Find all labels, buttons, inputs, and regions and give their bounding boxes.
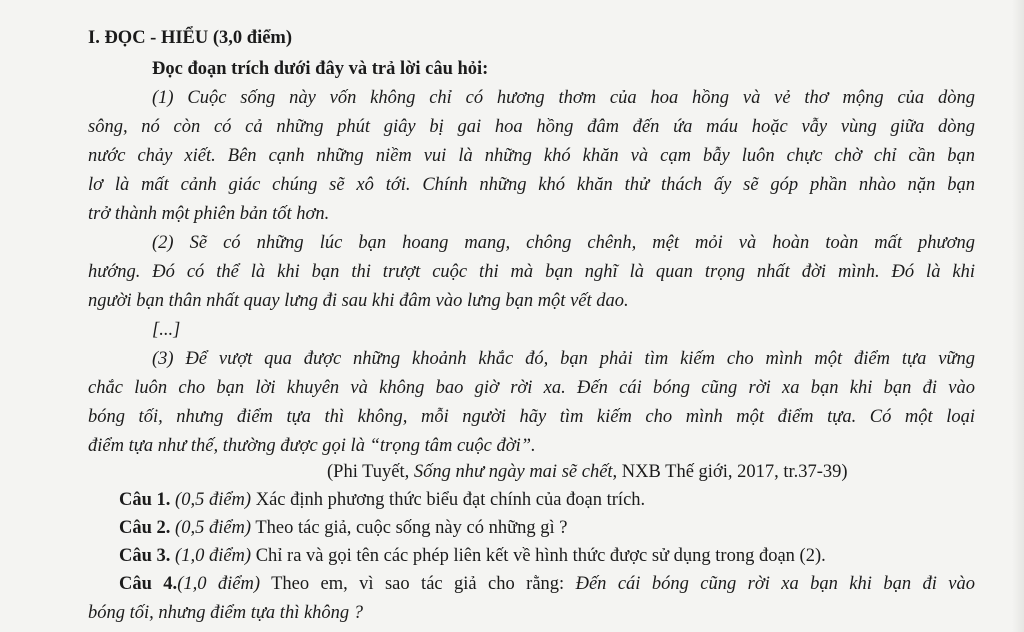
question-label: Câu 1. [119, 490, 171, 510]
question-label: Câu 2. [119, 518, 171, 538]
passage-line: hướng. Đó có thể là khi bạn thi trượt cuộc thi mà bạn nghĩ là quan trọng nhất đời mình. Đó là khi [88, 262, 975, 282]
citation-suffix: , NXB Thế giới, 2017, tr.37-39) [612, 462, 848, 482]
question-points: (0,5 điểm) [175, 490, 252, 510]
passage-line: bóng tối, nhưng điểm tựa thì không, mỗi người hãy tìm kiếm cho mình một điểm tựa. Có một loại [88, 407, 975, 427]
question-label: Câu 4. [119, 574, 178, 594]
instruction: Đọc đoạn trích dưới đây và trả lời câu hỏi: [152, 59, 489, 79]
passage-line: (3) Để vượt qua được những khoảnh khắc đó, bạn phải tìm kiếm cho mình một điểm tựa vững [152, 349, 975, 369]
passage-line: (1) Cuộc sống này vốn không chỉ có hương thơm của hoa hồng và vẻ thơ mộng của dòng [152, 88, 975, 108]
question-text: Chỉ ra và gọi tên các phép liên kết về hình thức được sử dụng trong đoạn (2). [255, 546, 826, 566]
passage-line: người bạn thân nhất quay lưng đi sau khi đâm vào lưng bạn một vết dao. [88, 291, 629, 311]
question-1 [119, 486, 645, 515]
question-quote: Đến cái bóng cũng rời xa bạn khi bạn đi vào [575, 574, 975, 594]
passage-line: trở thành một phiên bản tốt hơn. [88, 204, 330, 224]
page-edge [1012, 0, 1024, 632]
section-heading: I. ĐỌC - HIỂU (3,0 điểm) [88, 28, 293, 48]
question-4-continued: bóng tối, nhưng điểm tựa thì không ? [88, 603, 364, 623]
question-text: Xác định phương thức biểu đạt chính của đoạn trích. [255, 490, 646, 510]
question-text: Theo tác giả, cuộc sống này có những gì ? [255, 518, 568, 538]
citation-title: Sống như ngày mai sẽ chết [413, 462, 613, 482]
question-points: (1,0 điểm) [175, 546, 252, 566]
passage-line: chắc luôn cho bạn lời khuyên và không bao giờ rời xa. Đến cái bóng cũng rời xa bạn khi bạn đi vào [88, 378, 975, 398]
question-2 [119, 514, 567, 543]
passage-line: sông, nó còn có cả những phút giây bị gai hoa hồng đâm đến ứa máu hoặc vẫy vùng giữa dòng [88, 117, 975, 137]
question-points: (1,0 điểm) [177, 574, 261, 594]
passage-line: nước chảy xiết. Bên cạnh những niềm vui là những khó khăn và cạm bẫy luôn chực chờ chỉ cần bạn [88, 146, 975, 166]
question-3 [119, 542, 826, 571]
question-points: (0,5 điểm) [175, 518, 252, 538]
question-4 [119, 570, 975, 599]
citation-prefix: (Phi Tuyết, [327, 462, 414, 482]
question-label: Câu 3. [119, 546, 171, 566]
passage-line: lơ là mất cảnh giác chúng sẽ xô tới. Chính những khó khăn thử thách ấy sẽ góp phần nhào nặn bạn [88, 175, 975, 195]
passage-ellipsis: [...] [152, 320, 181, 340]
question-text: Theo em, vì sao tác giả cho rằng: [271, 574, 565, 594]
cut-off-text-line [92, 620, 512, 632]
passage-line: điểm tựa như thế, thường được gọi là “trọng tâm cuộc đời”. [88, 436, 536, 456]
passage-line: (2) Sẽ có những lúc bạn hoang mang, chông chênh, mệt mỏi và hoàn toàn mất phương [152, 233, 975, 253]
citation [327, 458, 848, 487]
